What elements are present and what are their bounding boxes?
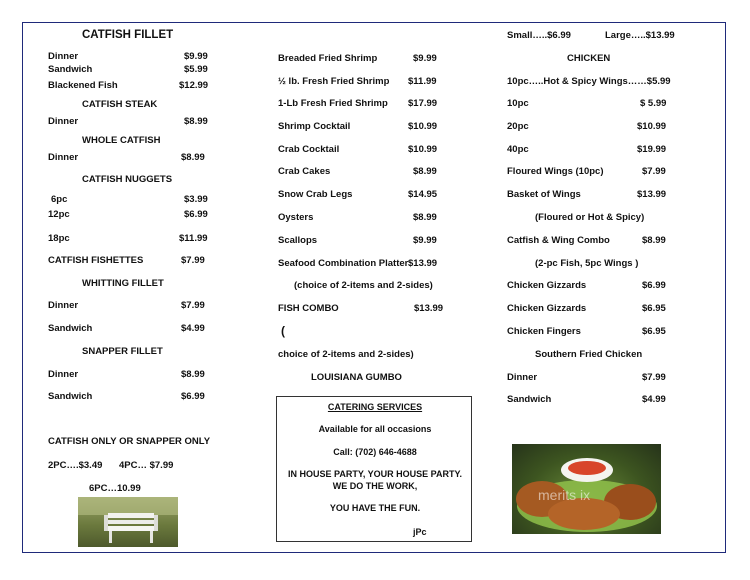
louisiana-gumbo-label: LOUISIANA GUMBO: [311, 372, 402, 383]
catering-box: [276, 396, 472, 542]
seafood-item-price: $13.99: [408, 258, 438, 269]
seafood-item-price: $14.95: [408, 189, 438, 200]
nuggets-6pc-price: $3.99: [184, 194, 208, 205]
seafood-item-price: $11.99: [408, 76, 437, 87]
wings-item-label: 20pc: [507, 121, 529, 132]
whitting-sandwich-label: Sandwich: [48, 323, 93, 334]
catering-phone: Call: (702) 646-4688: [333, 447, 417, 457]
seafood-item-label: Breaded Fried Shrimp: [278, 53, 378, 64]
seafood-item-price: $9.99: [413, 235, 437, 246]
fish-combo-choice-note: choice of 2-items and 2-sides): [278, 349, 414, 360]
snapper-dinner-price: $8.99: [181, 369, 205, 380]
chicken-fingers-price: $6.95: [642, 326, 666, 337]
wings-item-label: Basket of Wings: [507, 189, 581, 200]
catfish-fillet-dinner-label: Dinner: [48, 51, 79, 62]
catfish-fillet-sandwich-label: Sandwich: [48, 64, 93, 75]
whole-catfish-dinner-price: $8.99: [181, 152, 205, 163]
gizzards-price: $6.95: [642, 303, 666, 314]
blackened-fish-price: $12.99: [179, 80, 209, 91]
wings-item-price: $7.99: [642, 166, 666, 177]
small-price: Small…..$6.99: [507, 30, 571, 41]
southern-sandwich-label: Sandwich: [507, 394, 552, 405]
combo-note: (2-pc Fish, 5pc Wings ): [535, 258, 639, 269]
catfish-steak-dinner-label: Dinner: [48, 116, 79, 127]
catfish-fishettes-label: CATFISH FISHETTES: [48, 255, 144, 266]
catering-line-3: YOU HAVE THE FUN.: [329, 503, 421, 513]
seafood-item-price: $8.99: [413, 166, 437, 177]
whitting-fillet-heading: WHITTING FILLET: [82, 278, 164, 289]
catfish-steak-heading: CATFISH STEAK: [82, 99, 158, 110]
wings-item-price: $ 5.99: [640, 98, 667, 109]
gizzards-label: Chicken Gizzards: [507, 280, 587, 291]
wings-item-label: 40pc: [507, 144, 529, 155]
seafood-item-price: $17.99: [408, 98, 438, 109]
nuggets-12pc-price: $6.99: [184, 209, 208, 220]
seafood-item-label: Scallops: [278, 235, 318, 246]
seafood-item-label: Oysters: [278, 212, 314, 223]
snapper-sandwich-label: Sandwich: [48, 391, 93, 402]
seafood-item-price: $8.99: [413, 212, 437, 223]
wings-item-price: $10.99: [637, 121, 667, 132]
seafood-item-label: Shrimp Cocktail: [278, 121, 351, 132]
southern-fried-heading: Southern Fried Chicken: [535, 349, 643, 360]
catfish-wing-combo-label: Catfish & Wing Combo: [507, 235, 610, 246]
snapper-fillet-heading: SNAPPER FILLET: [82, 346, 163, 357]
floured-note: (Floured or Hot & Spicy): [535, 212, 645, 223]
whole-catfish-dinner-label: Dinner: [48, 152, 79, 163]
catfish-fillet-heading: CATFISH FILLET: [82, 29, 174, 41]
wings-photo: [512, 444, 661, 534]
catering-signature: jPc: [413, 527, 427, 537]
catering-line-2: WE DO THE WORK,: [332, 481, 418, 491]
snapper-sandwich-price: $6.99: [181, 391, 205, 402]
large-price: Large…..$13.99: [605, 30, 675, 41]
catfish-only-heading: CATFISH ONLY OR SNAPPER ONLY: [48, 436, 211, 447]
seafood-item-label: 1-Lb Fresh Fried Shrimp: [278, 98, 388, 109]
seafood-item-label: Crab Cocktail: [278, 144, 340, 155]
seafood-item-label: Snow Crab Legs: [278, 189, 353, 200]
southern-dinner-label: Dinner: [507, 372, 538, 383]
snapper-dinner-label: Dinner: [48, 369, 79, 380]
catering-line-1: IN HOUSE PARTY, YOUR HOUSE PARTY.: [287, 469, 463, 479]
fish-combo-label: FISH COMBO: [278, 303, 339, 314]
seafood-item-price: $10.99: [408, 121, 438, 132]
seafood-item-label: Seafood Combination Platter: [278, 258, 409, 269]
nuggets-18pc-price: $11.99: [179, 233, 208, 244]
only-4pc-price: 4PC… $7.99: [119, 460, 174, 471]
wings-item-label: Floured Wings (10pc): [507, 166, 604, 177]
seafood-item-price: $9.99: [413, 53, 437, 64]
chicken-fingers-label: Chicken Fingers: [507, 326, 581, 337]
bench-illustration: [78, 497, 178, 547]
seafood-item-price: $10.99: [408, 144, 438, 155]
open-paren: (: [281, 324, 285, 338]
southern-sandwich-price: $4.99: [642, 394, 666, 405]
catering-available: Available for all occasions: [318, 424, 432, 434]
bench-photo: [78, 497, 178, 547]
only-6pc-price: 6PC…10.99: [89, 483, 141, 494]
chicken-heading: CHICKEN: [567, 53, 611, 64]
gizzards-price: $6.99: [642, 280, 666, 291]
catering-title: CATERING SERVICES: [327, 402, 423, 412]
hot-spicy-wings: 10pc…..Hot & Spicy Wings……$5.99: [507, 76, 671, 87]
wings-item-price: $19.99: [637, 144, 667, 155]
fish-combo-price: $13.99: [414, 303, 444, 314]
whitting-dinner-price: $7.99: [181, 300, 205, 311]
whole-catfish-heading: WHOLE CATFISH: [82, 135, 161, 146]
southern-dinner-price: $7.99: [642, 372, 666, 383]
blackened-fish-label: Blackened Fish: [48, 80, 118, 91]
catfish-fillet-dinner-price: $9.99: [184, 51, 208, 62]
catfish-wing-combo-price: $8.99: [642, 235, 666, 246]
whitting-dinner-label: Dinner: [48, 300, 79, 311]
nuggets-12pc-label: 12pc: [48, 209, 70, 220]
catfish-fishettes-price: $7.99: [181, 255, 205, 266]
photo-watermark: merits ix: [538, 487, 591, 503]
seafood-item-label: ½ lb. Fresh Fried Shrimp: [278, 76, 390, 87]
whitting-sandwich-price: $4.99: [181, 323, 205, 334]
nuggets-6pc-label: 6pc: [51, 194, 68, 205]
wings-item-price: $13.99: [637, 189, 667, 200]
nuggets-18pc-label: 18pc: [48, 233, 70, 244]
catfish-fillet-sandwich-price: $5.99: [184, 64, 208, 75]
platter-choice-note: (choice of 2-items and 2-sides): [294, 280, 433, 291]
catfish-nuggets-heading: CATFISH NUGGETS: [82, 174, 173, 185]
wings-item-label: 10pc: [507, 98, 529, 109]
seafood-item-label: Crab Cakes: [278, 166, 331, 177]
gizzards-label: Chicken Gizzards: [507, 303, 587, 314]
catfish-steak-dinner-price: $8.99: [184, 116, 208, 127]
only-2pc-price: 2PC….$3.49: [48, 460, 103, 471]
